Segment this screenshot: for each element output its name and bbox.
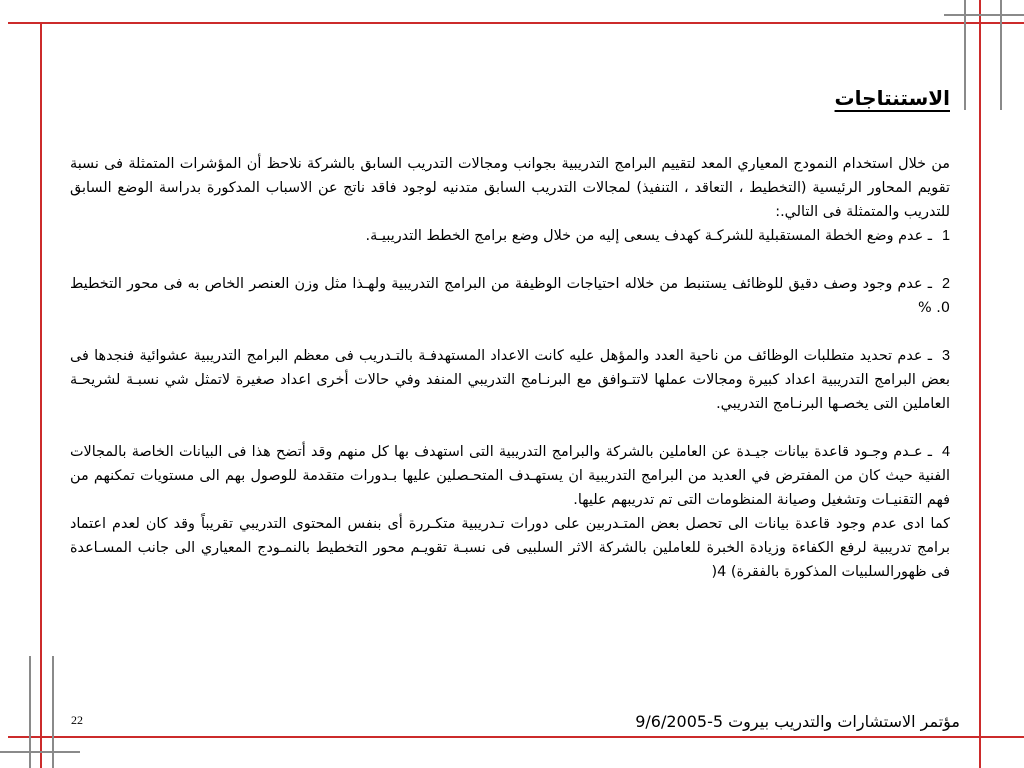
spacer xyxy=(70,248,950,272)
list-item-text: ـ عـدم وجـود قاعدة بيانات جيـدة عن العاملين بالشركة والبرامج التدريبية التى استهدف بها كل منهم وقد أتضح هذا فى البيانات الخاصة بالمجالات الفنية حيث كان من المفترض في العديد من البرامج التدريبية ان يستهـدف المتحـصلين عليها بـدورات متقدمة للوصول بهم الى مستويات تمكنهم من فهم التقنيـات وتشغيل وصيانة المنظومات التى تم تدريبهم عليها. xyxy=(70,444,950,508)
list-item-text: ـ عدم وضع الخطة المستقبلية للشركـة كهدف يسعى إليه من خلال وضع برامج الخطط التدريبيـة. xyxy=(365,228,932,244)
page-number: 22 xyxy=(71,713,83,727)
slide-content xyxy=(70,60,960,750)
slide-body xyxy=(70,152,950,584)
frame-right-grey-line-2 xyxy=(1000,0,1002,110)
list-item-number: 3 xyxy=(941,348,950,364)
frame-right-red-line xyxy=(979,0,981,768)
list-item-number: 2 xyxy=(941,276,950,292)
list-item-text: ـ عدم تحديد متطلبات الوظائف من ناحية العدد والمؤهل عليه كانت الاعداد المستهدفـة بالتـدريب فى معظم البرامج التدريبية عشوائية فنجدها فى بعض البرامج التدريبية اعداد كبيرة ومجالات عملها لاتتـوافق مع البرنـامج التدريبي المنفد وفي حالات أخرى اعداد صغيرة لاتمثل شي نسبـة لشريحـة العاملين التى يخصـها البرنـامج التدريبي. xyxy=(70,348,950,412)
list-item-1 xyxy=(70,224,950,248)
spacer xyxy=(70,416,950,440)
frame-top-grey-line xyxy=(944,14,1024,16)
list-item-number: 4 xyxy=(941,444,950,460)
intro-paragraph: من خلال استخدام النمودج المعياري المعد لتقييم البرامج التدريبية بجوانب ومجالات التدريب السابق بالشركة نلاحظ أن المؤشرات المتمثلة فى نسبة تقويم المحاور الرئيسية (التخطيط ، التعاقد ، التنفيذ) لمجالات التدريب السابق متدنيه لوجود فاقد ناتج عن الاسباب المدكورة بدراسة الوضع السابق للتدريب والمتمثلة فى التالي.: xyxy=(70,156,950,220)
list-item-4 xyxy=(70,440,950,512)
frame-top-red-line xyxy=(8,22,1024,24)
slide-title: الاستنتاجات xyxy=(834,86,950,110)
list-item-3 xyxy=(70,344,950,416)
frame-right-grey-line-1 xyxy=(964,0,966,110)
list-item-text: ـ عدم وجود وصف دقيق للوظائف يستنبط من خلاله احتياجات الوظيفة من البرامج التدريبية ولهـذا مثل وزن العنصر الخاص به فى محور التخطيط 0. % xyxy=(70,276,950,316)
frame-left-red-line xyxy=(40,22,42,768)
spacer xyxy=(70,320,950,344)
list-item-number: 1 xyxy=(941,228,950,244)
conclusion-paragraph: كما ادى عدم وجود قاعدة بيانات الى تحصل بعض المتـدربين على دورات تـدريبية متكـررة أى بنفس المحتوى التدريبي تقريباً وقد كان لعدم اعتماد برامج تدريبية لرفع الكفاءة وزيادة الخبرة للعاملين بالشركة الاثر السلبيى فى نسبـة تقويـم محور التخطيط بالنمـودج المعياري الى جانب المسـاعدة فى ظهورالسلبيات المذكورة بالفقرة) 4( xyxy=(70,516,950,580)
list-item-2 xyxy=(70,272,950,320)
footer-conference-text: مؤتمر الاستشارات والتدريب بيروت 5-9/6/2005 xyxy=(635,712,960,731)
frame-bottom-grey-line xyxy=(0,751,80,753)
